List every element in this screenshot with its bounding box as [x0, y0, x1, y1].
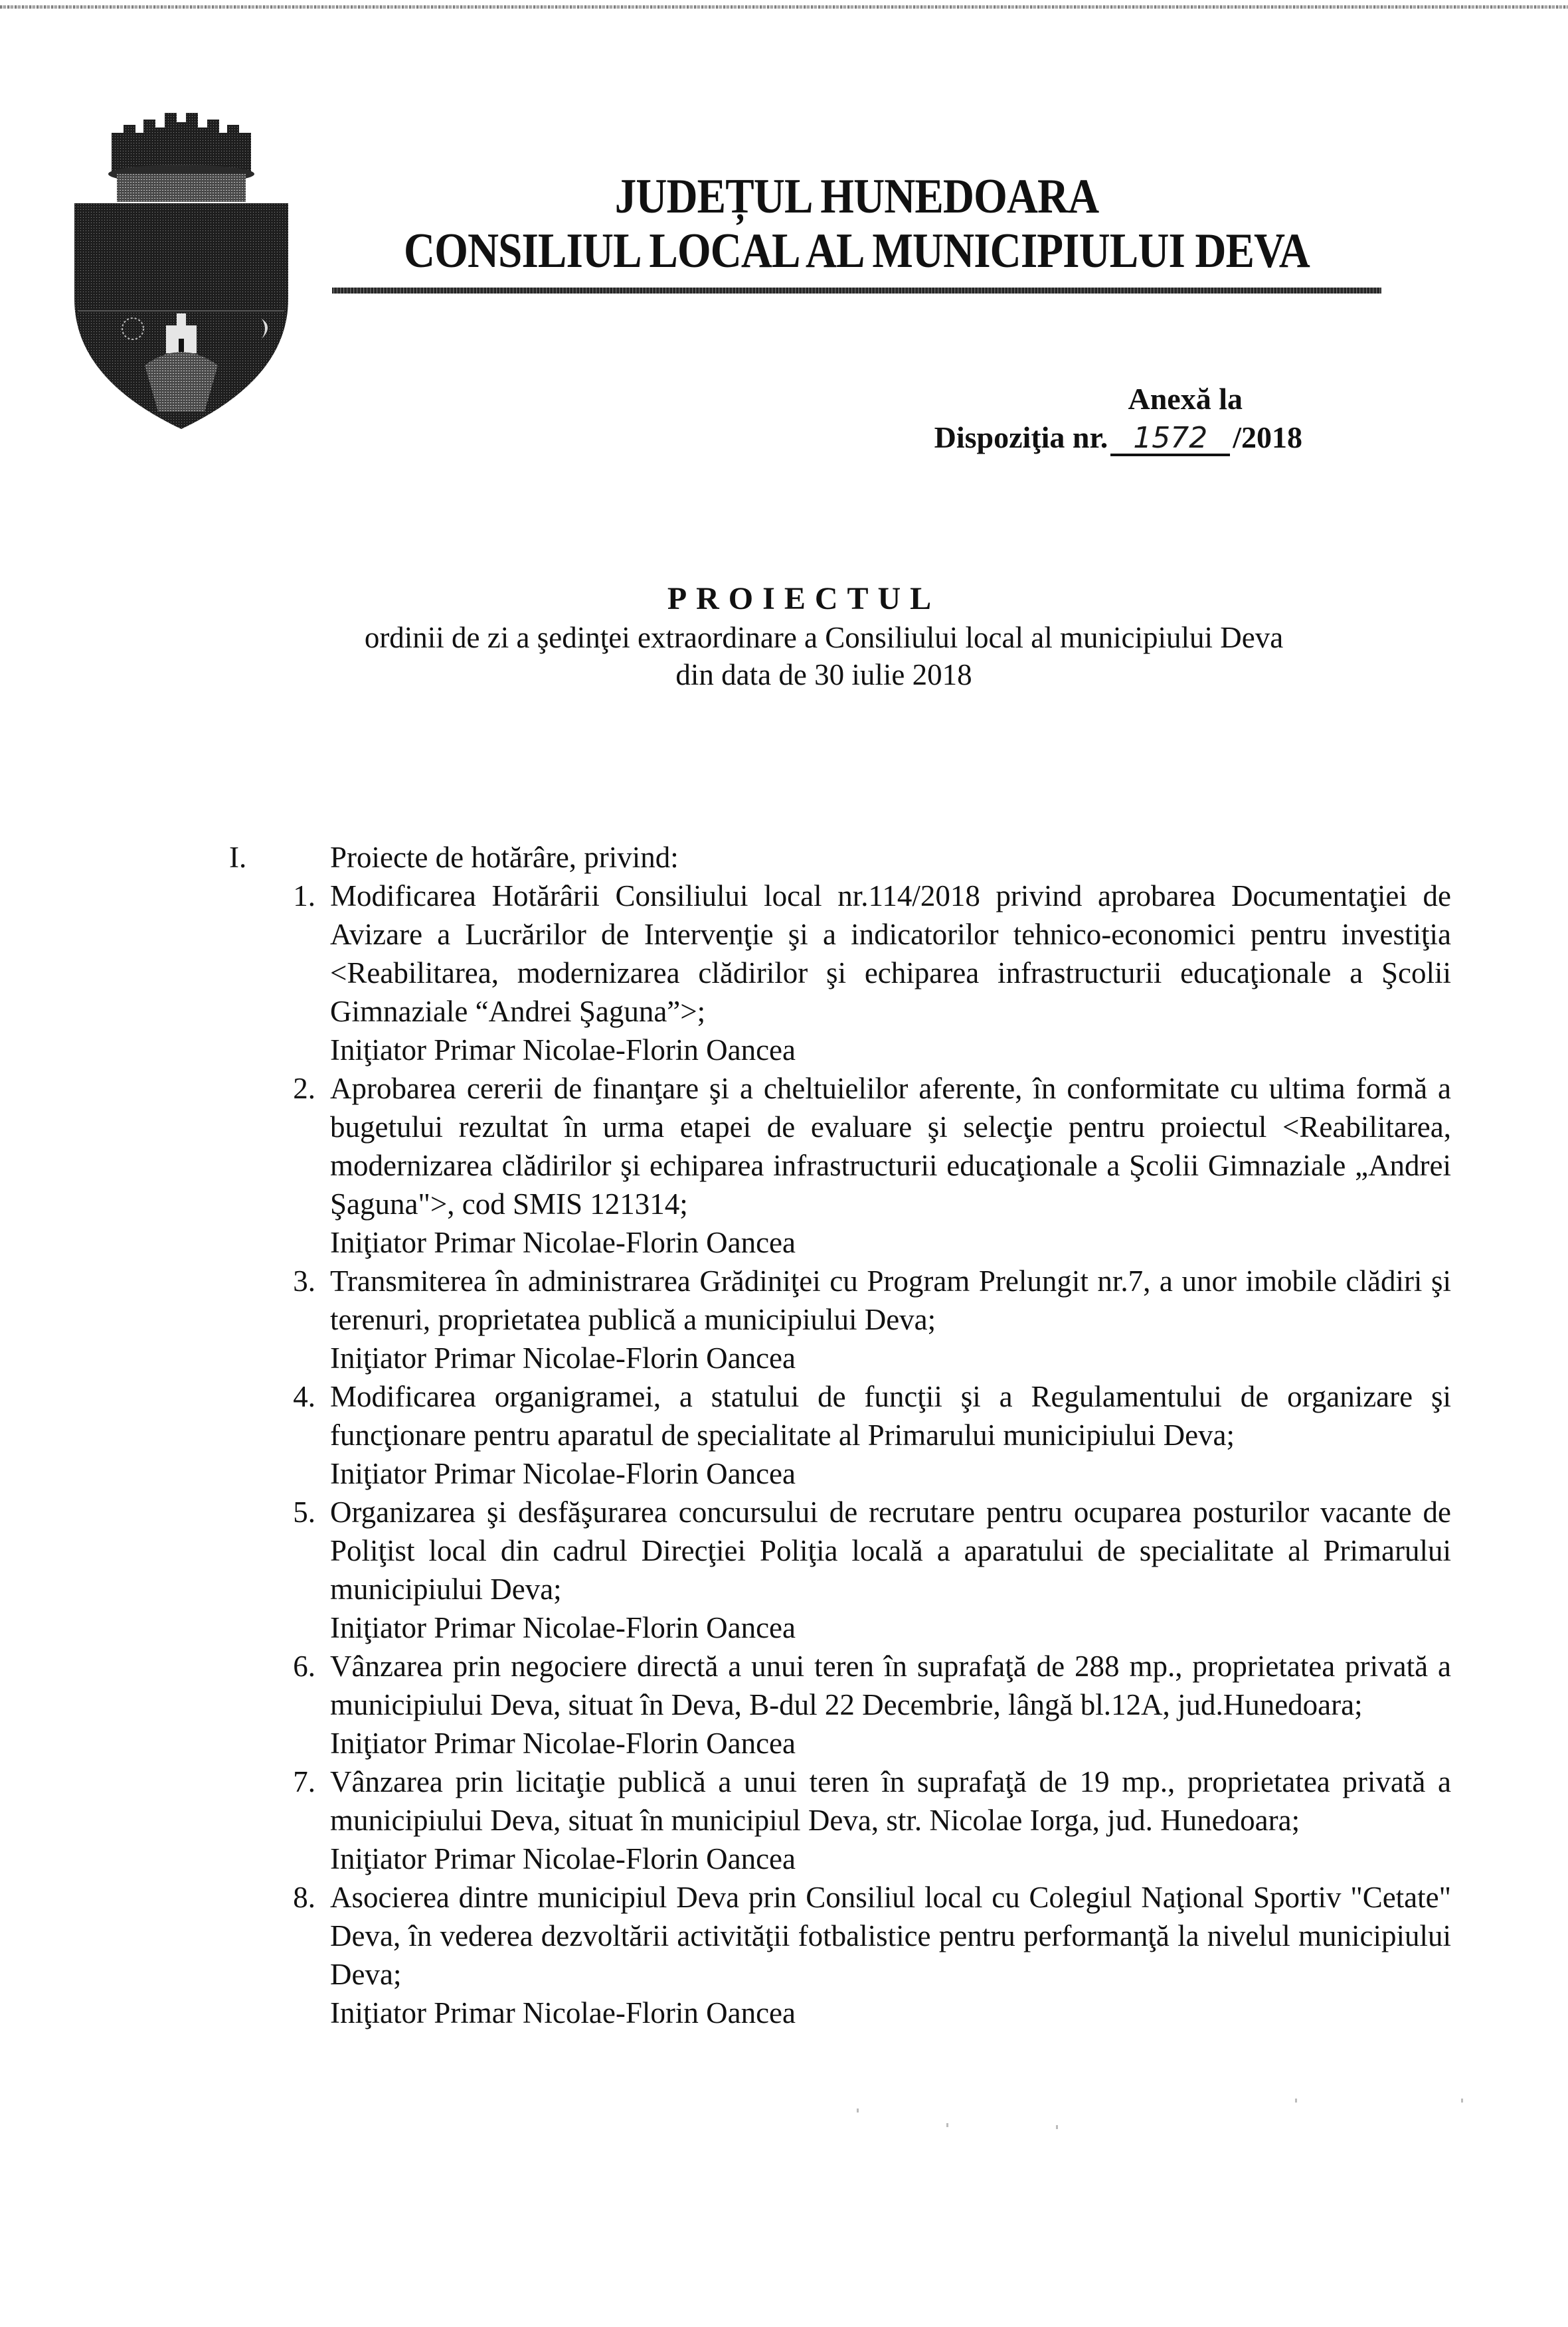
disposition-number-handwritten: 1572	[1110, 423, 1230, 456]
item-initiator: Iniţiator Primar Nicolae-Florin Oancea	[330, 1341, 796, 1375]
item-text: Organizarea şi desfăşurarea concursului de recrutare pentru ocuparea posturilor vacante de Poliţist local din cadrul Direcţiei Poliţia locală a aparatului de specialitate al Primarului municipiului Deva;	[330, 1496, 1451, 1606]
item-number: 8.	[293, 1881, 315, 1914]
item-text: Modificarea Hotărârii Consiliului local nr.114/2018 privind aprobarea Documentaţiei de Avizare a Lucrărilor de Intervenţie şi a indicatorilor tehnico-economici pentru investiţia <Reabilitarea, modernizarea clădirilor şi echiparea infrastructurii educaţionale a Şcolii Gimnaziale “Andrei Şaguna”>;	[330, 879, 1451, 1028]
county-title: JUDEȚUL HUNEDOARA	[614, 169, 1099, 224]
agenda-item	[229, 1763, 1464, 1878]
council-title: CONSILIUL LOCAL AL MUNICIPIULUI DEVA	[404, 224, 1310, 278]
item-text: Transmiterea în administrarea Grădiniţei cu Program Prelungit nr.7, a unor imobile clădiri şi terenuri, proprietatea publică a municipiului Deva;	[330, 1264, 1451, 1336]
item-number: 6.	[293, 1650, 315, 1683]
item-text: Modificarea organigramei, a statului de funcţii şi a Regulamentului de organizare şi funcţionare pentru aparatul de specialitate al Primarului municipiului Deva;	[330, 1380, 1451, 1452]
agenda-item	[229, 1069, 1464, 1262]
deva-coat-of-arms-icon	[72, 100, 291, 432]
scan-speck	[1461, 2099, 1463, 2103]
disposition-year: /2018	[1233, 420, 1302, 454]
disposition-prefix: Dispoziţia nr.	[934, 420, 1108, 454]
agenda-item	[229, 1262, 1464, 1377]
agenda-title-block	[0, 579, 1568, 693]
agenda-content	[229, 838, 1464, 2032]
item-number: 5.	[293, 1496, 315, 1529]
annex-label: Anexă la	[1128, 382, 1243, 416]
section-title: Proiecte de hotărâre, privind:	[330, 841, 679, 874]
item-number: 2.	[293, 1072, 315, 1105]
item-text: Vânzarea prin licitaţie publică a unui teren în suprafaţă de 19 mp., proprietatea privată a municipiului Deva, situat în municipiul Deva, str. Nicolae Iorga, jud. Hunedoara;	[330, 1765, 1451, 1837]
agenda-item	[229, 1493, 1464, 1647]
document-title: PROIECTUL	[667, 581, 941, 616]
meeting-date: din data de 30 iulie 2018	[675, 658, 972, 691]
item-initiator: Iniţiator Primar Nicolae-Florin Oancea	[330, 1226, 796, 1259]
section-heading	[229, 838, 1464, 877]
item-number: 1.	[293, 879, 315, 912]
item-text: Asocierea dintre municipiul Deva prin Consiliul local cu Colegiul Naţional Sportiv "Cetate" Deva, în vederea dezvoltării activităţii fotbalistice pentru performanţă la nivelul municipiului Deva;	[330, 1881, 1451, 1991]
scan-speck	[946, 2123, 948, 2127]
document-header	[325, 169, 1388, 278]
item-number: 3.	[293, 1264, 315, 1298]
agenda-item	[229, 877, 1464, 1069]
agenda-items-list	[229, 877, 1464, 2032]
scan-edge-line	[0, 5, 1568, 9]
scan-speck	[857, 2109, 859, 2112]
scan-speck	[1295, 2099, 1297, 2103]
item-number: 4.	[293, 1380, 315, 1413]
item-text: Aprobarea cererii de finanţare şi a cheltuielilor aferente, în conformitate cu ultima formă a bugetului rezultat în urma etapei de evaluare şi selecţie pentru proiectul <Reabilitarea, modernizarea clădirilor şi echiparea infrastructurii educaţionale a Şcolii Gimnaziale „Andrei Şaguna">, cod SMIS 121314;	[330, 1072, 1451, 1221]
item-initiator: Iniţiator Primar Nicolae-Florin Oancea	[330, 1611, 796, 1644]
item-initiator: Iniţiator Primar Nicolae-Florin Oancea	[330, 1457, 796, 1490]
annex-reference	[934, 380, 1302, 457]
scan-speck	[1056, 2125, 1058, 2129]
item-initiator: Iniţiator Primar Nicolae-Florin Oancea	[330, 1842, 796, 1875]
item-text: Vânzarea prin negociere directă a unui teren în suprafaţă de 288 mp., proprietatea privată a municipiului Deva, situat în Deva, B-dul 22 Decembrie, lângă bl.12A, jud.Hunedoara;	[330, 1650, 1451, 1721]
document-subtitle: ordinii de zi a şedinţei extraordinare a Consiliului local al municipiului Deva	[364, 621, 1284, 654]
header-divider	[332, 288, 1381, 294]
section-number: I.	[229, 841, 247, 874]
item-initiator: Iniţiator Primar Nicolae-Florin Oancea	[330, 1996, 796, 2029]
agenda-item	[229, 1878, 1464, 2032]
item-initiator: Iniţiator Primar Nicolae-Florin Oancea	[330, 1727, 796, 1760]
item-number: 7.	[293, 1765, 315, 1798]
agenda-item	[229, 1377, 1464, 1493]
agenda-item	[229, 1647, 1464, 1763]
disposition-line	[934, 418, 1302, 457]
item-initiator: Iniţiator Primar Nicolae-Florin Oancea	[330, 1033, 796, 1067]
